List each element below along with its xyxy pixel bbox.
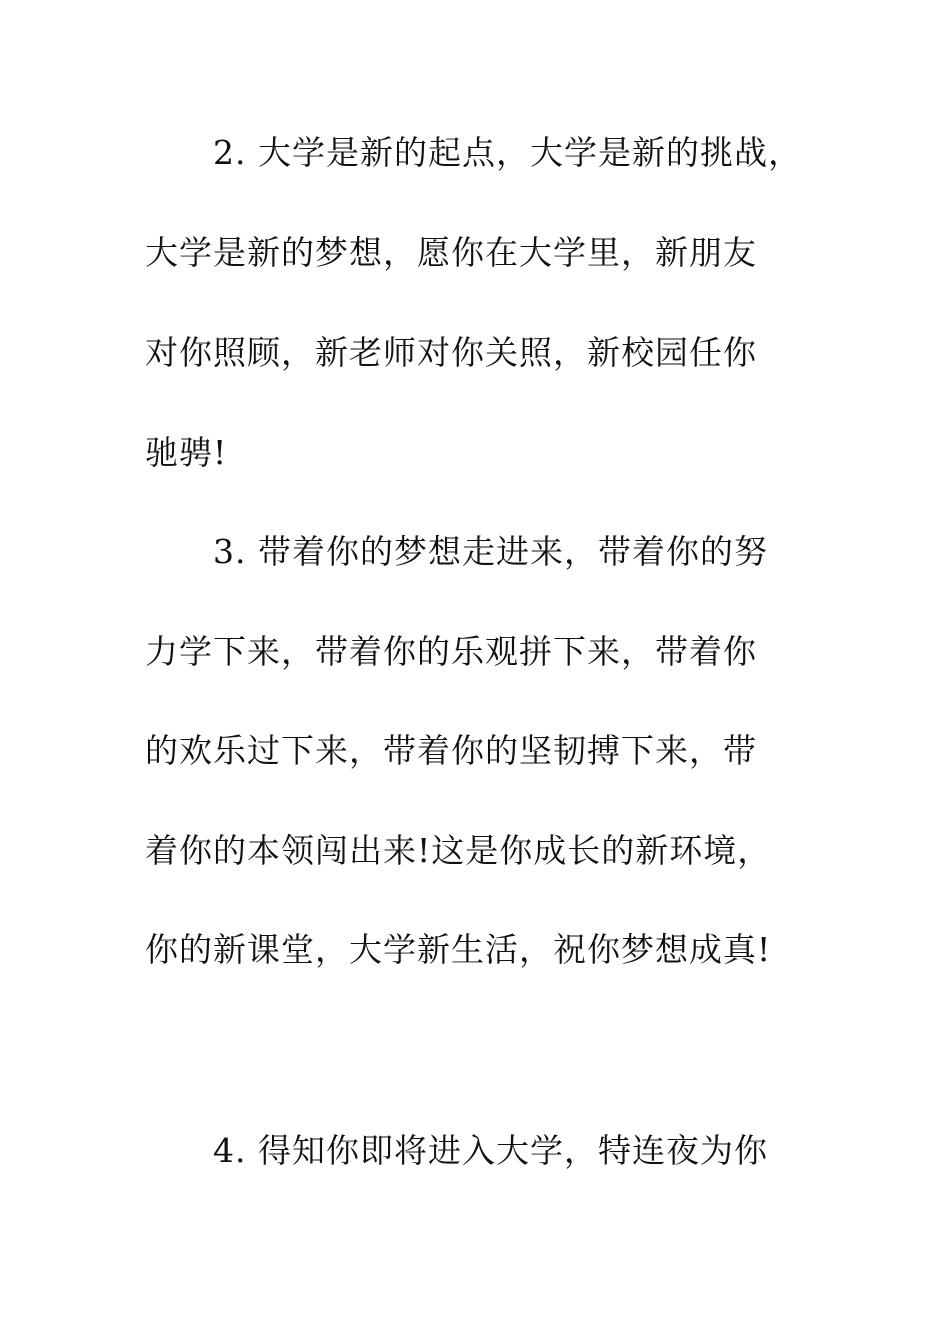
text-line: 对你照顾，新老师对你关照，新校园任你 [145, 333, 757, 372]
text-line: 的欢乐过下来，带着你的坚韧搏下来，带 [145, 731, 757, 770]
text-line: 4. 得知你即将进入大学，特连夜为你 [213, 1131, 768, 1170]
text-line: 3. 带着你的梦想走进来，带着你的努 [213, 532, 768, 571]
text-line: 你的新课堂，大学新生活，祝你梦想成真! [145, 930, 772, 969]
text-line: 着你的本领闯出来!这是你成长的新环境， [145, 831, 772, 870]
text-line: 驰骋! [145, 433, 228, 472]
text-line: 大学是新的梦想，愿你在大学里，新朋友 [145, 233, 757, 272]
text-line: 2. 大学是新的起点，大学是新的挑战， [213, 133, 802, 172]
text-line: 力学下来，带着你的乐观拼下来，带着你 [145, 632, 757, 671]
